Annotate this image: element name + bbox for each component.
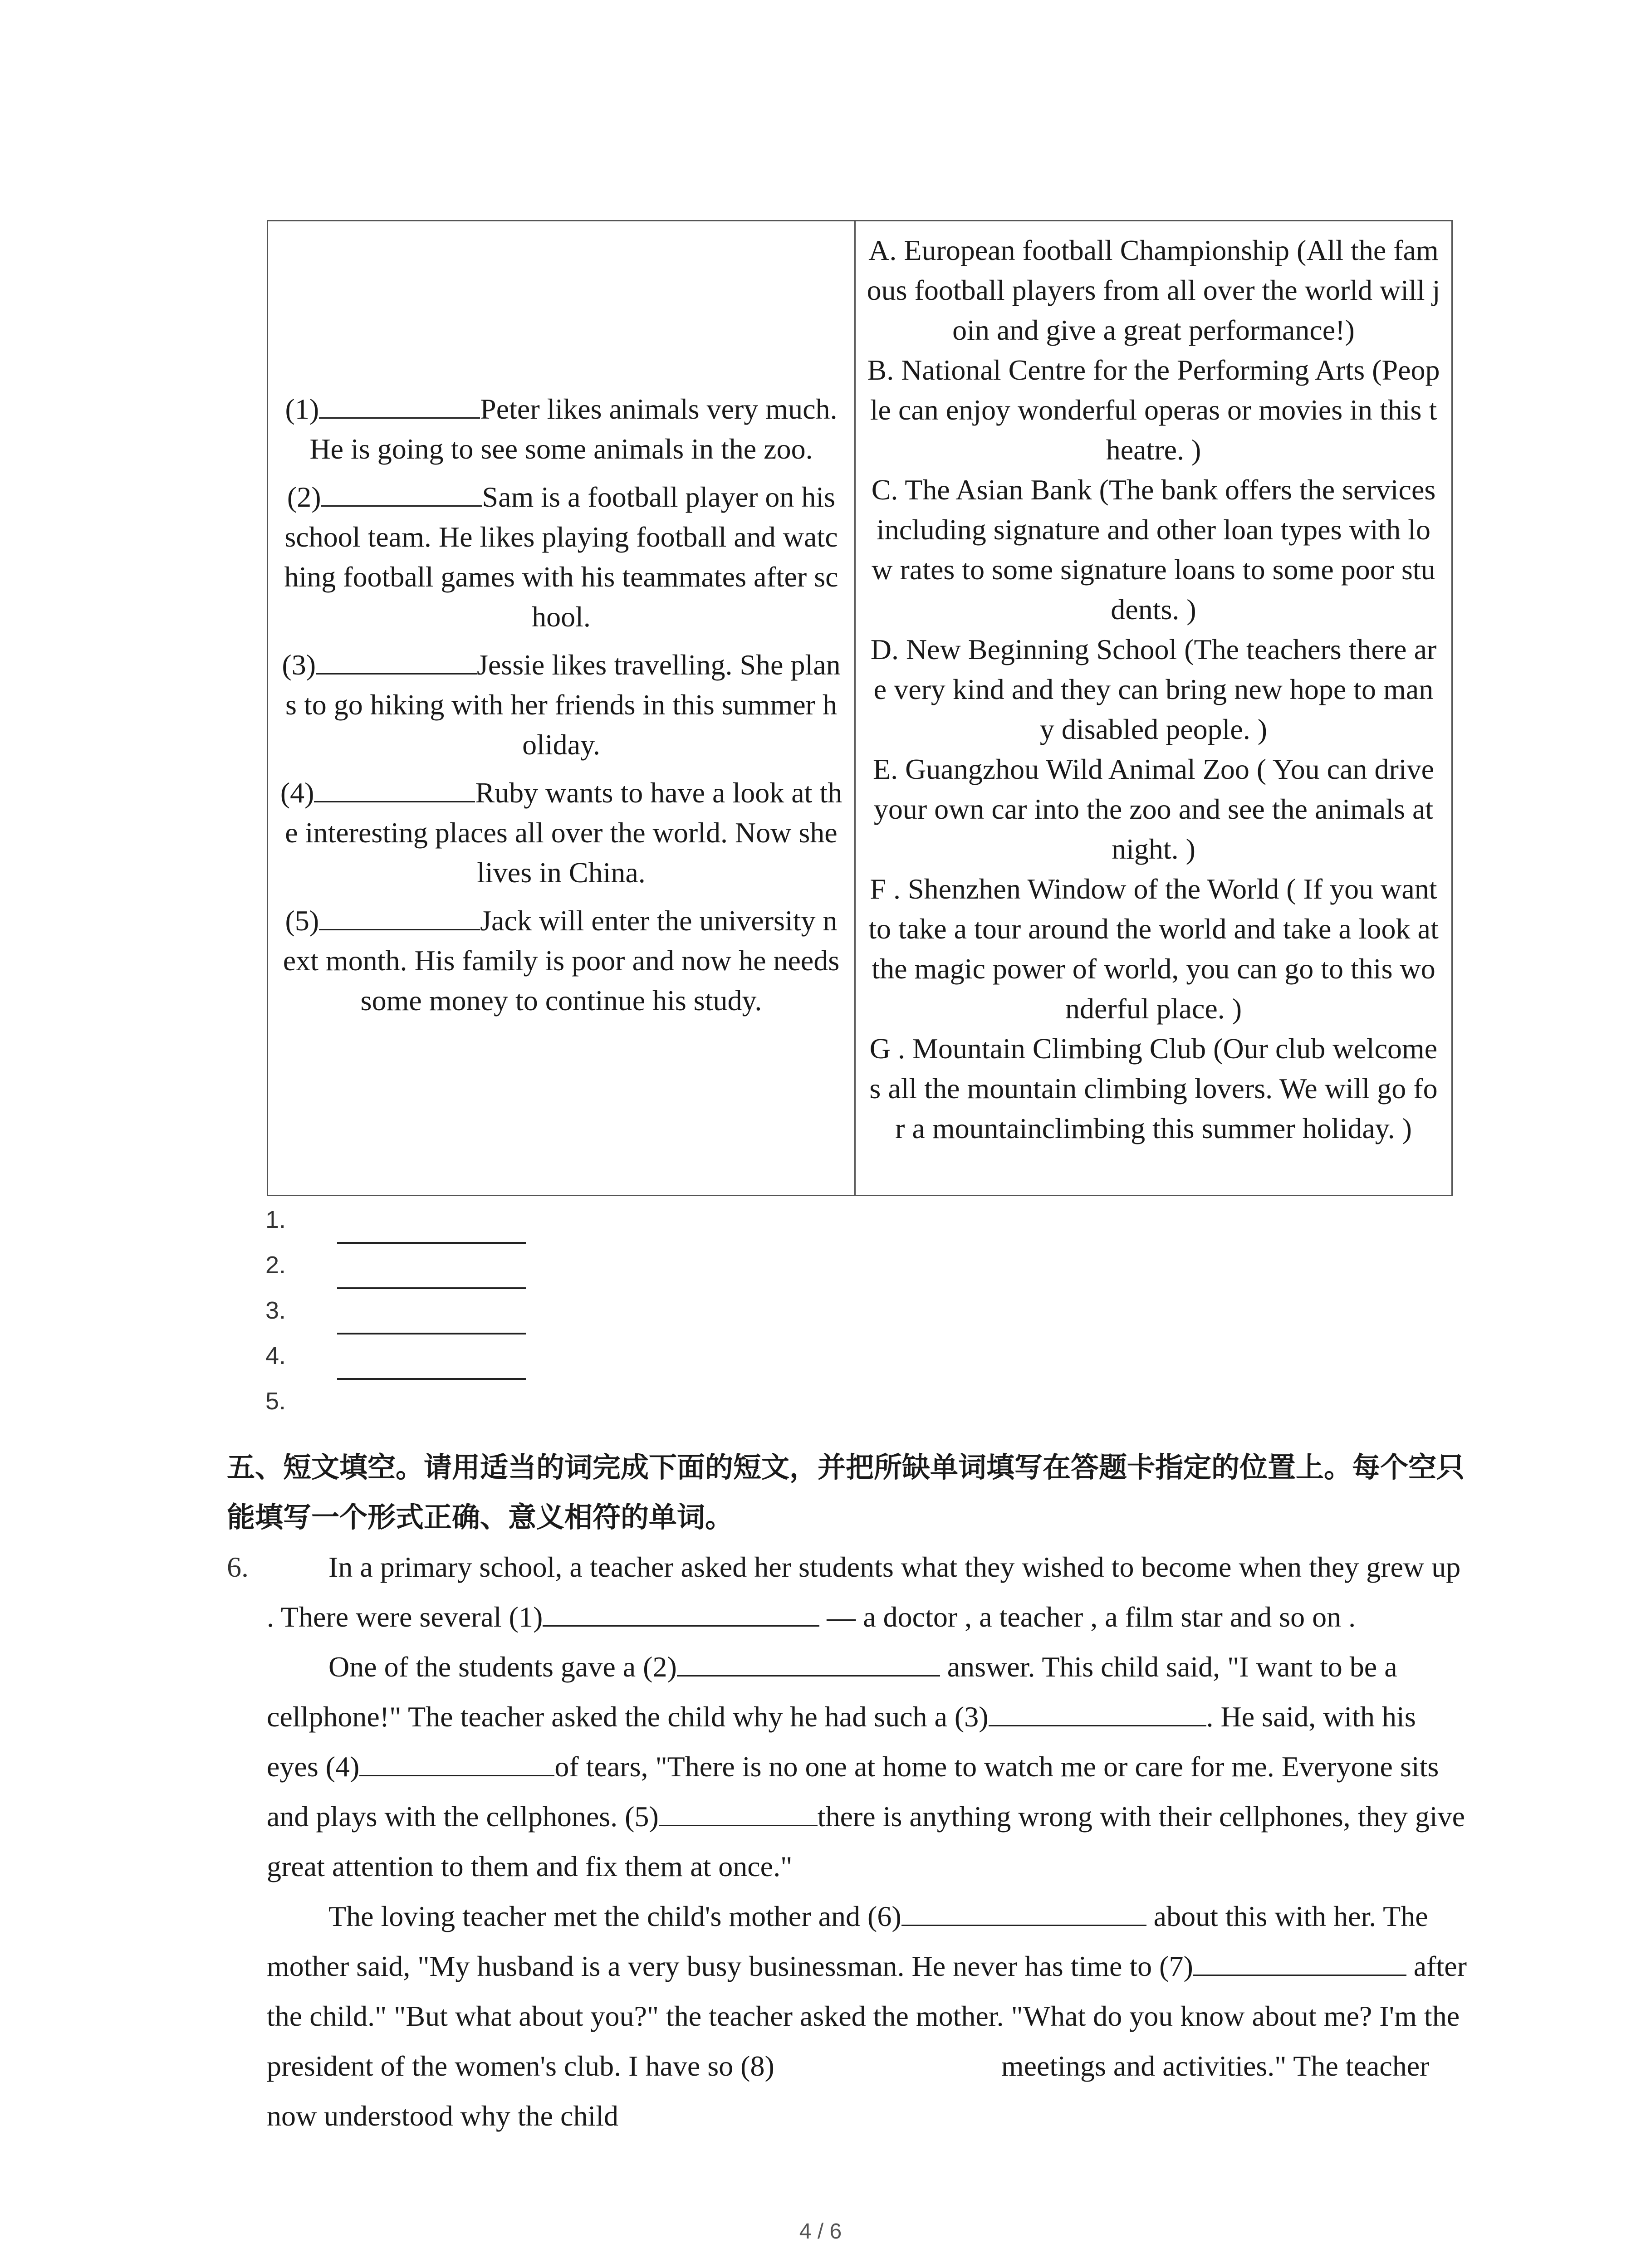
blank-line bbox=[319, 388, 480, 419]
answer-line[interactable] bbox=[337, 1242, 526, 1244]
blank-line bbox=[321, 476, 482, 507]
answer-number: 4. bbox=[265, 1342, 286, 1369]
right-column bbox=[856, 221, 1451, 1195]
answer-line[interactable] bbox=[337, 1333, 526, 1334]
blank-line bbox=[316, 644, 477, 675]
option-g: G . Mountain Climbing Club (Our club welcomes all the mountain climbing lovers. We will go for a mountainclimbing this summer holiday. ) bbox=[869, 1032, 1438, 1144]
answer-number: 5. bbox=[265, 1388, 286, 1415]
blank-3[interactable] bbox=[989, 1696, 1206, 1726]
page-number: 4 / 6 bbox=[799, 2219, 842, 2244]
paragraph-1: In a primary school, a teacher asked her students what they wished to become when they grew up . There were several (1) — a doctor , a teacher , a film star and so on . bbox=[267, 1551, 1461, 1633]
blank-1[interactable] bbox=[543, 1596, 819, 1627]
left-item-4: (4) Ruby wants to have a look at the interesting places all over the world. Now she lives in China. bbox=[279, 772, 843, 893]
answer-number: 2. bbox=[265, 1251, 286, 1279]
blank-line bbox=[314, 772, 475, 802]
answer-number: 3. bbox=[265, 1297, 286, 1324]
left-item-2: (2) Sam is a football player on his school team. He likes playing football and watching football games with his teammates after school. bbox=[279, 476, 843, 637]
left-item-1: (1) Peter likes animals very much. He is going to see some animals in the zoo. bbox=[279, 388, 843, 469]
left-column bbox=[268, 221, 856, 1195]
answer-line[interactable] bbox=[337, 1287, 526, 1289]
option-a: A. European football Championship (All the famous football players from all over the world will join and give a great performance!) bbox=[867, 234, 1440, 346]
answer-line[interactable] bbox=[337, 1378, 526, 1380]
blank-6[interactable] bbox=[901, 1896, 1146, 1926]
matching-table bbox=[267, 220, 1453, 1196]
option-d: D. New Beginning School (The teachers there are very kind and they can bring new hope to many disabled people. ) bbox=[870, 633, 1437, 745]
option-e: E. Guangzhou Wild Animal Zoo ( You can drive your own car into the zoo and see the animals at night. ) bbox=[873, 753, 1434, 865]
paragraph-2: One of the students gave a (2) answer. This child said, "I want to be a cellphone!" The teacher asked the child why he had such a (3) . He said, with his eyes (4) of tears, "There is no one at home to watch me or care for me. Everyone sits and plays with the cellphones. (5) there is anything wrong with their cellphones, they give great attention to them and fix them at once." bbox=[267, 1642, 1470, 1892]
blank-7[interactable] bbox=[1193, 1945, 1406, 1976]
left-item-3: (3) Jessie likes travelling. She plans to go hiking with her friends in this summer holiday. bbox=[279, 644, 843, 765]
option-c: C. The Asian Bank (The bank offers the services including signature and other loan types with low rates to some signature loans to some poor students. ) bbox=[871, 474, 1436, 626]
blank-5[interactable] bbox=[659, 1796, 818, 1826]
question-number: 6. bbox=[227, 1551, 249, 1583]
left-item-5: (5) Jack will enter the university next month. His family is poor and now he needs some money to continue his study. bbox=[279, 900, 843, 1021]
cloze-passage bbox=[227, 1542, 1470, 2141]
blank-4[interactable] bbox=[359, 1746, 554, 1776]
answer-number: 1. bbox=[265, 1206, 286, 1233]
blank-line bbox=[319, 900, 480, 930]
option-f: F . Shenzhen Window of the World ( If you want to take a tour around the world and take a look at the magic power of world, you can go to this wonderful place. ) bbox=[868, 873, 1439, 1025]
blank-2[interactable] bbox=[677, 1646, 940, 1677]
paragraph-3: The loving teacher met the child's mother and (6) about this with her. The mother said, "My husband is a very busy businessman. He never has time to (7) after the child." "But what about you?" the teacher asked the mother. "What do you know about me? I'm the president of the women's club. I have so (8) meetings and activities." The teacher now understood why the child bbox=[267, 1892, 1470, 2141]
section-heading: 五、短文填空。请用适当的词完成下面的短文，并把所缺单词填写在答题卡指定的位置上。每个空只能填写一个形式正确、意义相符的单词。 bbox=[227, 1451, 1465, 1534]
option-b: B. National Centre for the Performing Arts (People can enjoy wonderful operas or movies in this theatre. ) bbox=[867, 354, 1440, 466]
